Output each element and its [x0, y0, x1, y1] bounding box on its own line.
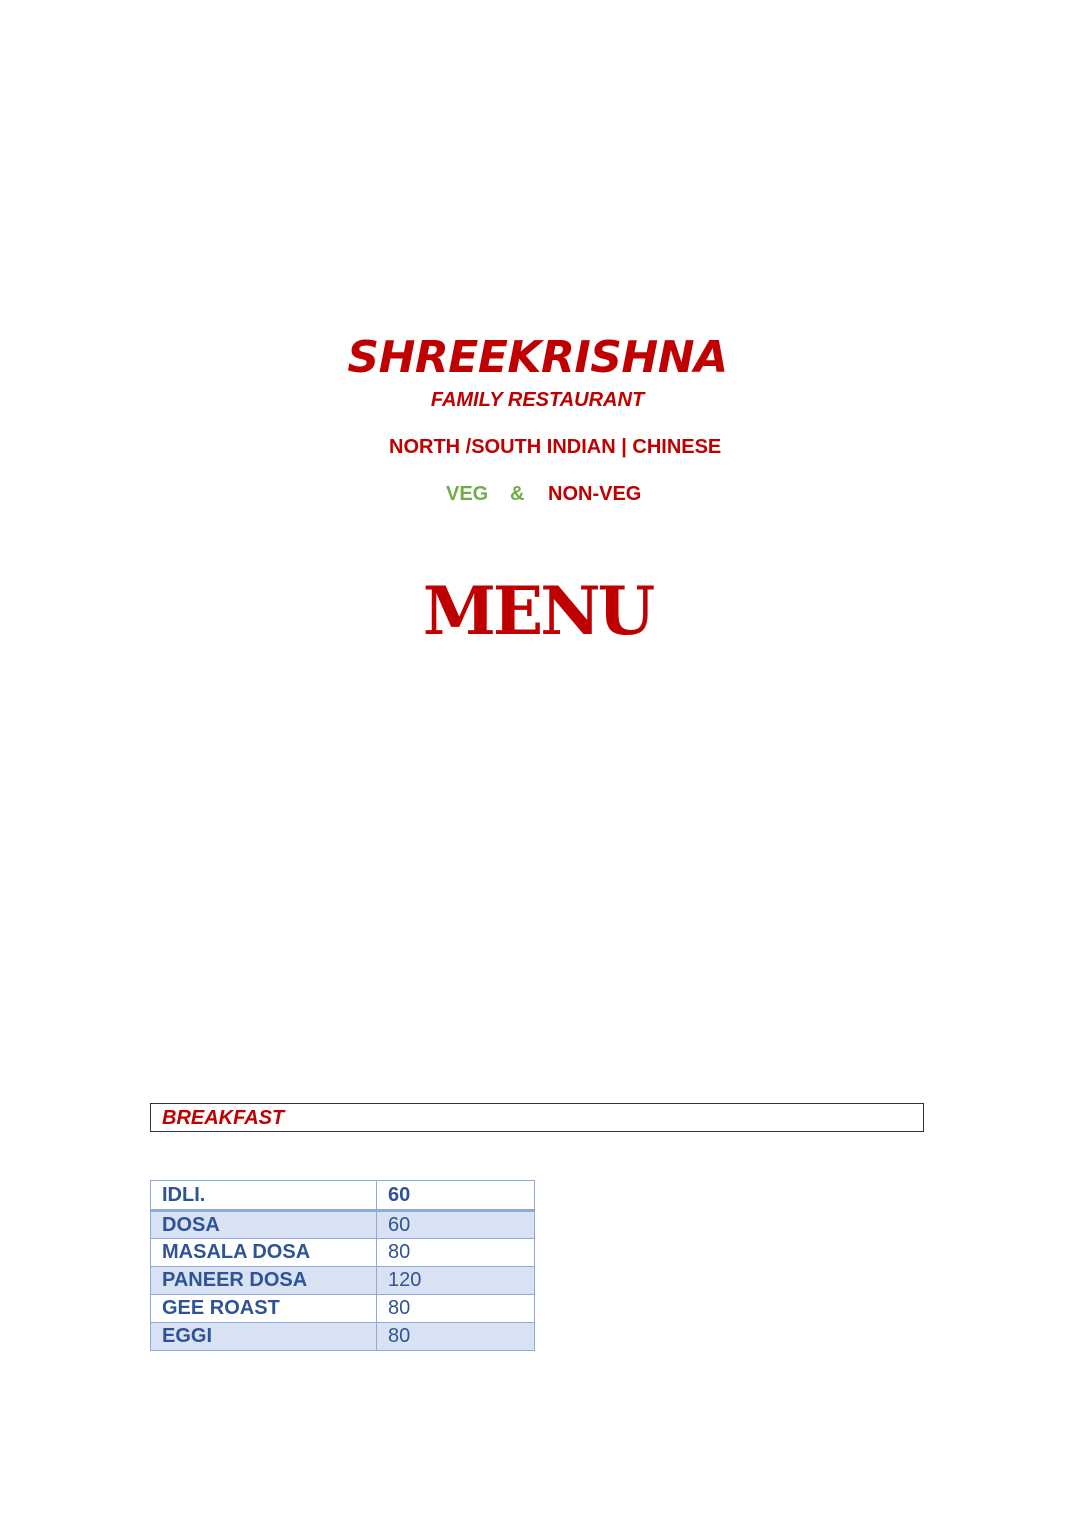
item-name: DOSA — [151, 1211, 377, 1239]
breakfast-menu-table — [150, 1180, 535, 1351]
item-name: EGGI — [151, 1323, 377, 1351]
veg-nonveg-line — [0, 483, 1075, 509]
item-name: IDLI. — [151, 1181, 377, 1211]
table-row — [151, 1181, 535, 1211]
restaurant-name: SHREEKRISHNA — [347, 332, 728, 383]
table-row — [151, 1267, 535, 1295]
item-price: 120 — [377, 1267, 535, 1295]
item-price: 80 — [377, 1323, 535, 1351]
item-name: MASALA DOSA — [151, 1239, 377, 1267]
item-price: 80 — [377, 1295, 535, 1323]
restaurant-tagline: FAMILY RESTAURANT — [430, 389, 645, 411]
table-row — [151, 1239, 535, 1267]
table-row — [151, 1295, 535, 1323]
item-name: PANEER DOSA — [151, 1267, 377, 1295]
breakfast-section-header — [150, 1103, 924, 1132]
item-price: 60 — [377, 1181, 535, 1211]
veg-label: VEG — [446, 483, 489, 505]
item-price: 80 — [377, 1239, 535, 1267]
item-name: GEE ROAST — [151, 1295, 377, 1323]
item-price: 60 — [377, 1211, 535, 1239]
table-row — [151, 1323, 535, 1351]
cuisine-types: NORTH /SOUTH INDIAN | CHINESE — [389, 436, 722, 458]
table-row — [151, 1211, 535, 1239]
nonveg-label: NON-VEG — [548, 483, 642, 505]
ampersand-label: & — [510, 483, 525, 505]
menu-heading: MENU — [422, 572, 653, 650]
section-label: BREAKFAST — [162, 1107, 285, 1129]
